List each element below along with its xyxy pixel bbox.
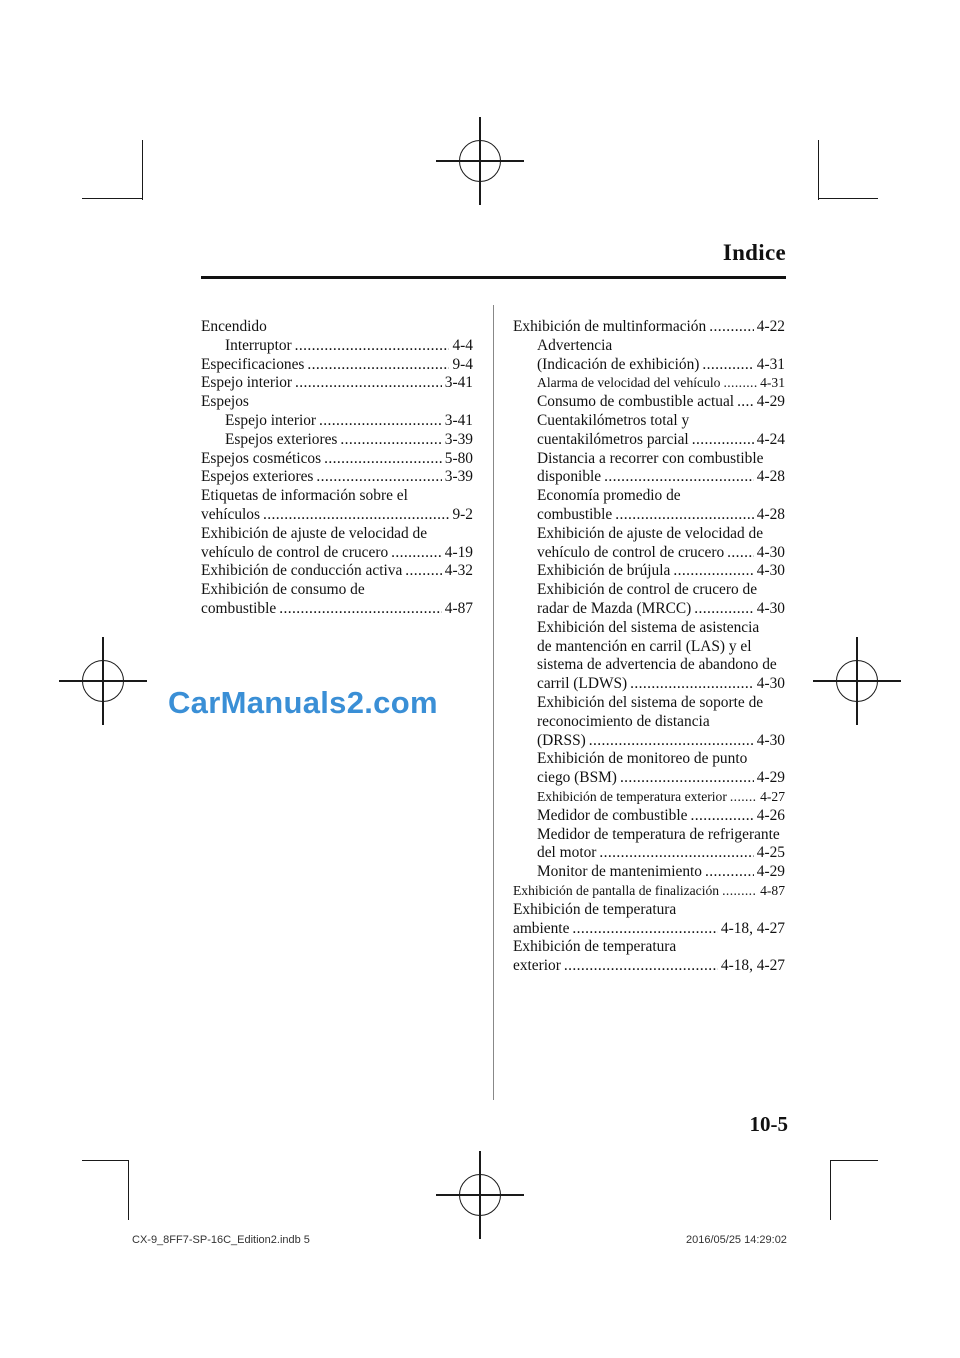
index-entry	[513, 807, 785, 826]
index-entry-page: 4-30	[756, 562, 785, 580]
dot-leader	[727, 544, 754, 563]
index-entry-page: 4-28	[756, 468, 785, 486]
index-entry-page: 4-4	[452, 336, 473, 354]
index-entry-page: 9-4	[452, 355, 473, 373]
crop-mark	[128, 1160, 129, 1220]
index-entry	[513, 356, 785, 375]
index-entry	[513, 920, 785, 939]
index-entry-label: combustible	[537, 505, 613, 523]
index-heading: Distancia a recorrer con combustible	[537, 449, 764, 467]
dot-leader	[316, 468, 441, 487]
index-entry-label: del motor	[537, 844, 597, 862]
dot-leader	[722, 882, 757, 901]
index-entry-label: Espejos cosméticos	[201, 449, 322, 467]
index-entry-label: Exhibición de brújula	[537, 562, 671, 580]
index-entry-label: (Indicación de exhibición)	[537, 355, 700, 373]
index-entry	[513, 506, 785, 525]
crop-mark	[818, 140, 819, 200]
index-entry-page: 9-2	[452, 505, 473, 523]
index-entry-page: 4-24	[756, 430, 785, 448]
index-entry-page: 4-26	[756, 806, 785, 824]
index-heading: Exhibición de monitoreo de punto	[537, 750, 748, 768]
header-rule	[201, 276, 786, 279]
column-divider	[493, 305, 494, 1100]
index-entry	[513, 318, 785, 337]
dot-leader	[702, 356, 753, 375]
index-heading: reconocimiento de distancia	[537, 712, 710, 730]
index-entry-label: Exhibición de pantalla de finalización	[513, 882, 720, 898]
index-heading: Cuentakilómetros total y	[537, 411, 690, 429]
index-entry-page: 4-27	[760, 788, 785, 804]
dot-leader	[295, 374, 442, 393]
dot-leader	[263, 506, 449, 525]
crop-mark	[82, 1160, 128, 1161]
index-entry	[201, 562, 473, 581]
watermark-text: CarManuals2.com	[168, 685, 438, 720]
index-heading: de mantención en carril (LAS) y el	[537, 637, 752, 655]
dot-leader	[709, 318, 754, 337]
index-entry	[201, 337, 473, 356]
index-entry-label: vehículos	[201, 505, 260, 523]
dot-leader	[589, 732, 754, 751]
index-entry-label: Exhibición de conducción activa	[201, 562, 403, 580]
index-entry-page: 4-87	[760, 882, 785, 898]
page-number: 10-5	[749, 1112, 788, 1136]
index-heading: Exhibición del sistema de soporte de	[537, 693, 764, 711]
index-entry-label: carril (LDWS)	[537, 675, 628, 693]
index-entry	[513, 675, 785, 694]
index-heading: Exhibición de ajuste de velocidad de	[201, 524, 428, 542]
index-entry-page: 4-30	[756, 543, 785, 561]
dot-leader	[564, 957, 718, 976]
index-heading: Economía promedio de	[537, 487, 681, 505]
index-entry-label: combustible	[201, 599, 277, 617]
index-heading: Exhibición de temperatura	[513, 900, 677, 918]
dot-leader	[692, 431, 754, 450]
dot-leader	[295, 337, 450, 356]
index-entry-label: Espejo interior	[225, 411, 317, 429]
index-entry-label: Alarma de velocidad del vehículo	[537, 375, 721, 391]
crop-mark	[830, 1160, 878, 1161]
index-entry-label: ambiente	[513, 919, 570, 937]
registration-mark-icon	[836, 660, 878, 702]
index-entry-page: 5-80	[444, 449, 473, 467]
dot-leader	[723, 374, 757, 393]
index-entry-label: Espejos exteriores	[225, 430, 338, 448]
index-entry	[201, 431, 473, 450]
dot-leader	[615, 506, 754, 525]
index-entry-page: 4-30	[756, 675, 785, 693]
index-heading: Etiquetas de información sobre el	[201, 487, 408, 505]
index-entry-label: vehículo de control de crucero	[537, 543, 725, 561]
index-entry-label: Medidor de combustible	[537, 806, 688, 824]
index-entry-page: 4-25	[756, 844, 785, 862]
dot-leader	[319, 412, 442, 431]
index-heading: Exhibición de control de crucero de	[537, 581, 758, 599]
index-entry-label: Consumo de combustible actual	[537, 393, 735, 411]
dot-leader	[673, 562, 753, 581]
index-entry	[201, 506, 473, 525]
index-entry	[513, 863, 785, 882]
index-entry	[201, 450, 473, 469]
index-entry-page: 4-18, 4-27	[720, 919, 785, 937]
dot-leader	[572, 920, 717, 939]
index-entry	[201, 412, 473, 431]
index-entry-label: cuentakilómetros parcial	[537, 430, 689, 448]
index-entry-label: Monitor de mantenimiento	[537, 863, 702, 881]
index-entry	[201, 374, 473, 393]
index-entry-page: 4-29	[756, 769, 785, 787]
index-entry	[513, 788, 785, 807]
index-heading: Exhibición de consumo de	[201, 581, 365, 599]
dot-leader	[737, 393, 754, 412]
index-entry	[201, 356, 473, 375]
dot-leader	[340, 431, 441, 450]
index-entry-page: 4-31	[760, 375, 785, 391]
index-entry-label: Espejos exteriores	[201, 468, 314, 486]
index-entry-label: vehículo de control de crucero	[201, 543, 389, 561]
index-entry-page: 4-30	[756, 731, 785, 749]
dot-leader	[705, 863, 754, 882]
index-entry-page: 4-28	[756, 505, 785, 523]
index-entry	[513, 957, 785, 976]
crop-mark	[830, 1160, 831, 1220]
index-entry-page: 4-19	[444, 543, 473, 561]
dot-leader	[391, 544, 442, 563]
index-entry-page: 4-30	[756, 599, 785, 617]
dot-leader	[405, 562, 441, 581]
dot-leader	[604, 468, 754, 487]
index-entry	[513, 769, 785, 788]
index-entry	[513, 882, 785, 901]
dot-leader	[279, 600, 442, 619]
index-heading: Encendido	[201, 318, 267, 335]
index-entry-page: 3-39	[444, 468, 473, 486]
dot-leader	[630, 675, 754, 694]
index-heading: Advertencia	[537, 336, 613, 354]
index-entry	[513, 600, 785, 619]
dot-leader	[690, 807, 753, 826]
index-entry-page: 4-29	[756, 863, 785, 881]
dot-leader	[599, 844, 753, 863]
registration-mark-icon	[459, 140, 501, 182]
crop-mark	[818, 198, 878, 199]
footer-file-name: CX-9_8FF7-SP-16C_Edition2.indb 5	[132, 1234, 310, 1246]
index-entry-label: (DRSS)	[537, 731, 586, 749]
index-entry-page: 4-29	[756, 393, 785, 411]
dot-leader	[694, 600, 753, 619]
crop-mark	[82, 198, 142, 199]
index-entry-page: 4-87	[444, 599, 473, 617]
index-entry-page: 4-18, 4-27	[720, 957, 785, 975]
index-column-left	[201, 318, 473, 619]
index-column-right	[513, 318, 785, 976]
registration-mark-icon	[82, 660, 124, 702]
index-entry	[201, 544, 473, 563]
index-entry-label: Exhibición de multinformación	[513, 318, 707, 335]
index-heading: Espejos	[201, 393, 249, 411]
index-entry-page: 4-31	[756, 355, 785, 373]
index-entry-page: 4-22	[756, 318, 785, 335]
dot-leader	[324, 450, 442, 469]
index-entry-label: exterior	[513, 957, 561, 975]
index-entry-label: Exhibición de temperatura exterior	[537, 788, 727, 804]
index-entry	[513, 562, 785, 581]
page-title: Indice	[722, 240, 786, 265]
index-heading: sistema de advertencia de abandono de	[537, 656, 777, 674]
index-entry	[513, 431, 785, 450]
index-entry-label: Interruptor	[225, 336, 292, 354]
index-entry	[513, 732, 785, 751]
index-entry-page: 3-39	[444, 430, 473, 448]
index-entry-page: 3-41	[444, 411, 473, 429]
index-entry	[201, 468, 473, 487]
index-entry	[513, 844, 785, 863]
index-entry	[201, 600, 473, 619]
index-heading: Exhibición de temperatura	[513, 938, 677, 956]
dot-leader	[730, 788, 757, 807]
dot-leader	[620, 769, 754, 788]
index-entry	[513, 393, 785, 412]
index-entry-label: disponible	[537, 468, 602, 486]
index-entry-page: 4-32	[444, 562, 473, 580]
index-heading: Medidor de temperatura de refrigerante	[537, 825, 780, 843]
index-heading: Exhibición de ajuste de velocidad de	[537, 524, 764, 542]
index-entry-page: 3-41	[444, 374, 473, 392]
dot-leader	[307, 356, 449, 375]
index-heading: Exhibición del sistema de asistencia	[537, 618, 760, 636]
index-entry-label: ciego (BSM)	[537, 769, 617, 787]
index-entry-label: radar de Mazda (MRCC)	[537, 599, 692, 617]
index-entry-label: Especificaciones	[201, 355, 305, 373]
index-entry	[513, 468, 785, 487]
crop-mark	[142, 140, 143, 200]
index-entry	[513, 374, 785, 393]
index-entry	[513, 544, 785, 563]
footer-timestamp: 2016/05/25 14:29:02	[686, 1234, 787, 1246]
registration-mark-icon	[459, 1174, 501, 1216]
index-entry-label: Espejo interior	[201, 374, 293, 392]
